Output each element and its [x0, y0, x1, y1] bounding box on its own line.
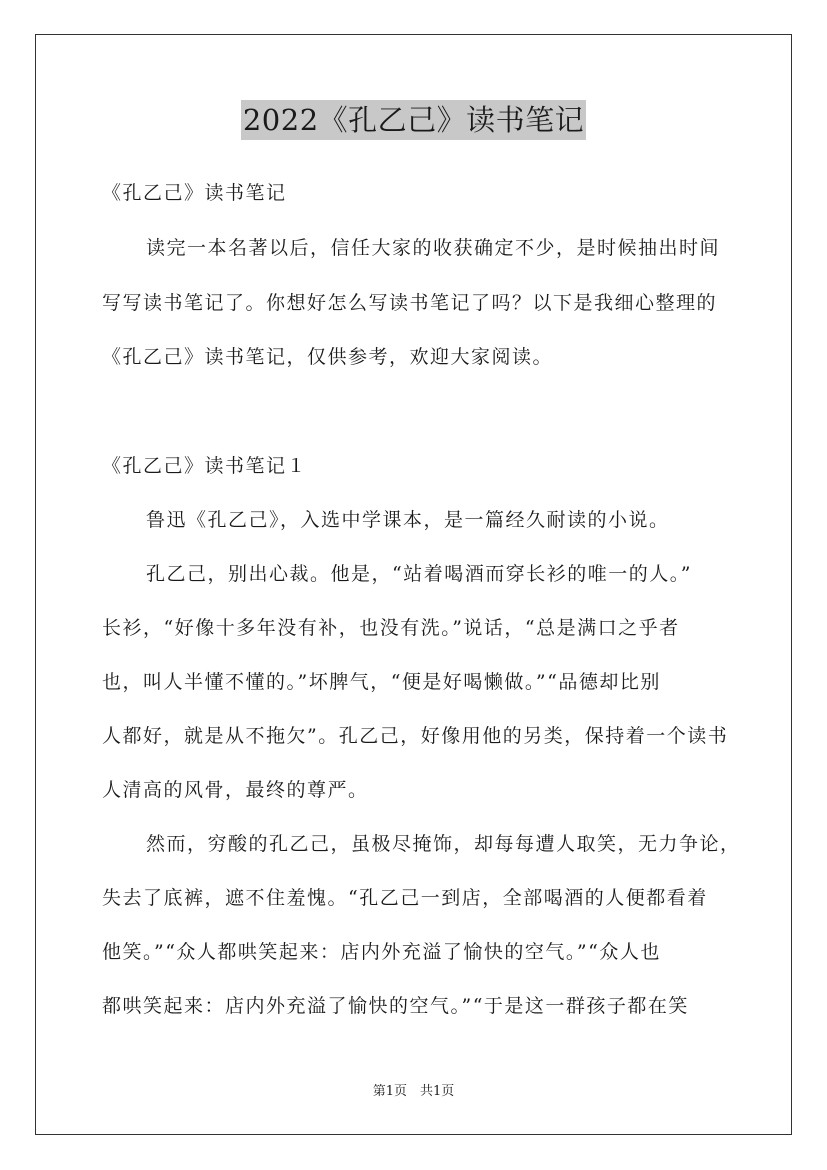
- paragraph-line: 失去了底裤，遮不住羞愧。“孔乙己一到店，全部喝酒的人便都看着: [102, 887, 708, 909]
- paragraph-line: 读完一本名著以后，信任大家的收获确定不少，是时候抽出时间: [146, 237, 721, 259]
- section-heading: 《孔乙己》读书笔记１: [102, 455, 308, 477]
- section-heading: 《孔乙己》读书笔记: [102, 182, 287, 204]
- paragraph-line: 人清高的风骨，最终的尊严。: [102, 779, 369, 801]
- page-footer: 第1页 共1页: [372, 1084, 455, 1099]
- paragraph-line: 鲁迅《孔乙己》，入选中学课本，是一篇经久耐读的小说。: [146, 509, 670, 531]
- paragraph-line: 也，叫人半懂不懂的。”坏脾气，“便是好喝懒做。”“品德却比别: [102, 671, 661, 693]
- paragraph-line: 人都好，就是从不拖欠”。孔乙己，好像用他的另类，保持着一个读书: [102, 725, 729, 747]
- paragraph-line: 然而，穷酸的孔乙己，虽极尽掩饰，却每每遭人取笑，无力争论，: [146, 833, 741, 855]
- paragraph-line: 都哄笑起来：店内外充溢了愉快的空气。”“于是这一群孩子都在笑: [102, 995, 689, 1017]
- document-title: 2022《孔乙己》读书笔记: [241, 100, 586, 140]
- paragraph-line: 孔乙己，别出心裁。他是，“站着喝酒而穿长衫的唯一的人。”: [146, 563, 692, 585]
- title-container: [0, 100, 827, 140]
- paragraph-line: 他笑。”“众人都哄笑起来：店内外充溢了愉快的空气。”“众人也: [102, 941, 661, 963]
- paragraph-line: 长衫，“好像十多年没有补，也没有洗。”说话，“总是满口之乎者: [102, 617, 680, 639]
- paragraph-line: 《孔乙己》读书笔记，仅供参考，欢迎大家阅读。: [102, 346, 554, 368]
- paragraph-line: 写写读书笔记了。你想好怎么写读书笔记了吗？以下是我细心整理的: [102, 292, 718, 314]
